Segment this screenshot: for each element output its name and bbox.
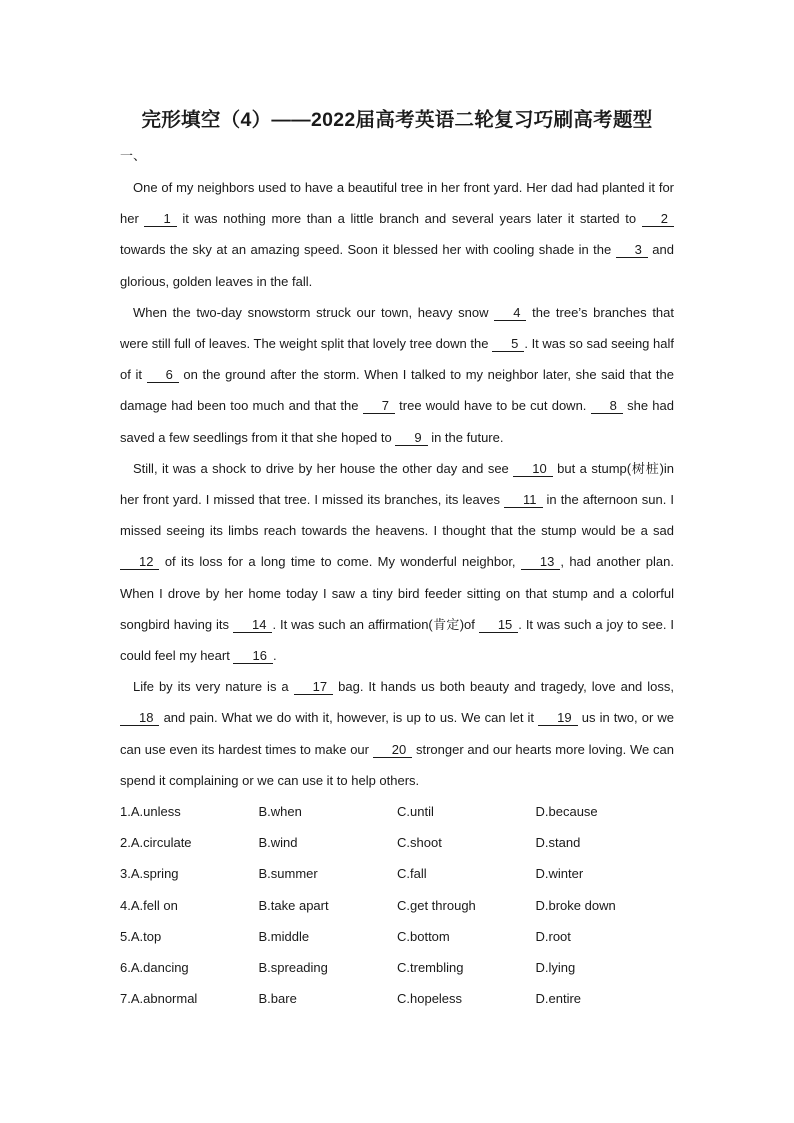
option-d: D.because — [535, 804, 598, 820]
option-b: B.bare — [258, 991, 297, 1007]
passage-text: of its loss for a long time to come. My wonderful neighbor, — [164, 554, 516, 570]
passage-text: in the afternoon sun. I missed seeing its limbs reach towards the heavens. I thought that the stump would be a sad — [120, 492, 674, 539]
section-number: 一、 — [120, 148, 147, 163]
passage-text: stronger and our hearts more loving. We can spend it complaining or we can use it to help others. — [120, 741, 674, 788]
option-b: B.wind — [258, 835, 298, 851]
blank-6: 6 — [147, 367, 179, 383]
passage-text: towards the sky at an amazing speed. Soon it blessed her with cooling shade in the — [120, 242, 612, 258]
paragraph-2 — [120, 297, 674, 453]
passage-text: One of my neighbors used to have a beautiful tree in her front yard. Her dad had planted it for her — [120, 180, 674, 227]
passage-text: tree would have to be cut down. — [399, 398, 587, 414]
blank-4: 4 — [494, 305, 526, 321]
option-row — [120, 827, 674, 858]
blank-7: 7 — [363, 398, 395, 414]
option-c: C.shoot — [397, 835, 442, 851]
option-d: D.lying — [535, 960, 576, 976]
blank-2: 2 — [642, 211, 674, 227]
option-b: B.take apart — [258, 897, 329, 913]
option-row — [120, 796, 674, 827]
option-c: C.hopeless — [397, 991, 463, 1007]
option-c: C.get through — [397, 897, 476, 913]
blank-19: 19 — [538, 710, 577, 726]
paragraph-4 — [120, 671, 674, 796]
passage-text: Life by its very nature is a — [133, 679, 289, 695]
blank-17: 17 — [294, 679, 333, 695]
option-a: 7.A.abnormal — [120, 991, 198, 1007]
passage-text: it was nothing more than a little branch and several years later it started to — [182, 211, 637, 227]
passage-text: . It was so sad seeing half of it — [120, 336, 674, 383]
passage-text: us in two, or we can use even its hardest times to make our — [120, 710, 674, 757]
option-d: D.root — [535, 928, 571, 944]
option-a: 6.A.dancing — [120, 960, 189, 976]
blank-18: 18 — [120, 710, 159, 726]
option-a: 5.A.top — [120, 928, 162, 944]
option-b: B.when — [258, 804, 302, 820]
option-c: C.fall — [397, 866, 427, 882]
passage-text: in the future. — [431, 429, 504, 445]
blank-11: 11 — [504, 492, 543, 508]
passage-text: , had another plan. When I drove by her home today I saw a tiny bird feeder sitting on that stump and a colorful songbird having its — [120, 554, 674, 632]
passage-text: the tree’s branches that were still full of leaves. The weight split that lovely tree down the — [120, 304, 674, 352]
paragraph-1 — [120, 172, 674, 297]
blank-1: 1 — [144, 211, 176, 227]
option-a: 1.A.unless — [120, 804, 181, 820]
blank-20: 20 — [373, 742, 412, 758]
passage-text: . It was such an affirmation(肯定)of — [272, 616, 475, 632]
option-b: B.spreading — [258, 960, 328, 976]
blank-14: 14 — [233, 617, 272, 633]
option-b: B.middle — [258, 928, 310, 944]
option-d: D.broke down — [535, 897, 616, 913]
blank-9: 9 — [395, 430, 427, 446]
option-c: C.bottom — [397, 928, 450, 944]
option-d: D.stand — [535, 835, 581, 851]
option-row — [120, 890, 674, 921]
option-row — [120, 983, 674, 1014]
blank-13: 13 — [521, 554, 560, 570]
passage-text: and glorious, golden leaves in the fall. — [120, 242, 674, 289]
passage-text: . — [272, 648, 277, 664]
option-a: 2.A.circulate — [120, 835, 192, 851]
blank-5: 5 — [492, 336, 524, 352]
blank-15: 15 — [479, 617, 518, 633]
paragraph-3 — [120, 453, 674, 671]
passage-text: and pain. What we do with it, however, is up to us. We can let it — [163, 710, 535, 726]
option-a: 3.A.spring — [120, 866, 179, 882]
option-row — [120, 858, 674, 889]
blank-8: 8 — [591, 398, 623, 414]
page-title: 完形填空（4）——2022届高考英语二轮复习巧刷高考题型 — [141, 109, 653, 131]
option-c: C.until — [397, 804, 434, 820]
passage-text: she had saved a few seedlings from it that she hoped to — [120, 398, 674, 445]
option-row — [120, 921, 674, 952]
option-d: D.winter — [535, 866, 584, 882]
blank-3: 3 — [616, 242, 648, 258]
cloze-passage — [120, 172, 674, 796]
option-a: 4.A.fell on — [120, 897, 178, 913]
blank-12: 12 — [120, 554, 159, 570]
option-row — [120, 952, 674, 983]
answer-options — [120, 796, 674, 1014]
option-d: D.entire — [535, 991, 582, 1007]
blank-16: 16 — [233, 648, 272, 664]
passage-text: but a stump(树桩)in her front yard. I missed that tree. I missed its branches, its leaves — [120, 460, 675, 508]
passage-text: When the two-day snowstorm struck our town, heavy snow — [133, 304, 489, 320]
passage-text: Still, it was a shock to drive by her house the other day and see — [133, 460, 509, 476]
passage-text: on the ground after the storm. When I talked to my neighbor later, she said that the damage had been too much and that the — [120, 367, 674, 414]
passage-text: bag. It hands us both beauty and tragedy, love and loss, — [338, 679, 675, 695]
option-b: B.summer — [258, 866, 318, 882]
option-c: C.trembling — [397, 960, 464, 976]
blank-10: 10 — [513, 461, 552, 477]
passage-text: . It was such a joy to see. I could feel my heart — [120, 616, 674, 664]
